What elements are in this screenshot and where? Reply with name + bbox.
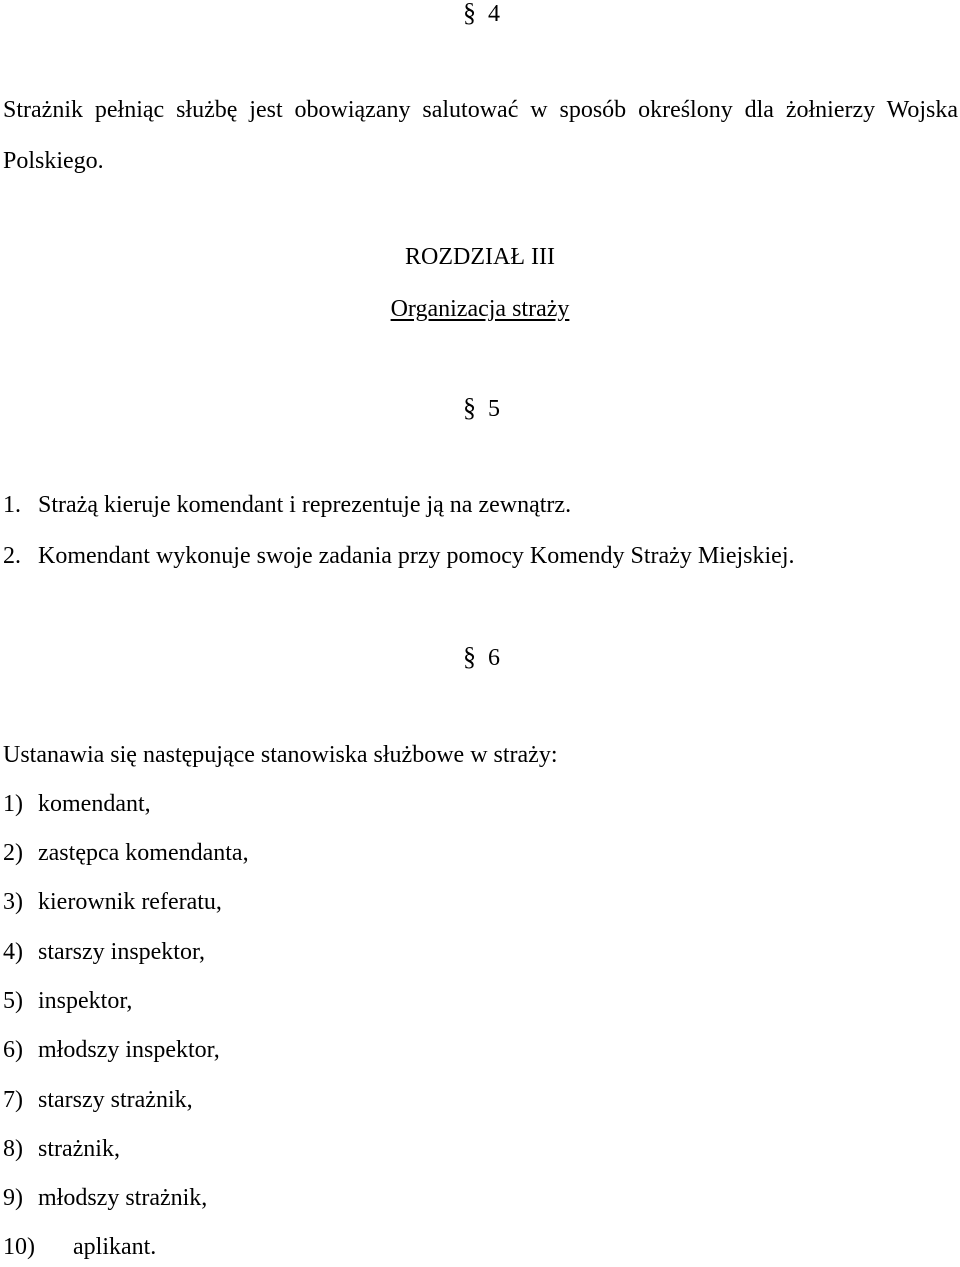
list-item-number: 5) <box>3 988 23 1014</box>
section-number: 6 <box>488 645 500 671</box>
list-item-text: kierownik referatu, <box>38 889 222 915</box>
section-number: 4 <box>488 1 500 27</box>
list-item <box>3 490 571 520</box>
list-item-number: 6) <box>3 1037 23 1063</box>
list-item <box>3 838 249 868</box>
chapter-title-text: ROZDZIAŁ III <box>405 244 555 270</box>
list-item-number: 9) <box>3 1185 23 1211</box>
section-sign: § <box>463 393 476 422</box>
section-5-heading <box>463 393 500 424</box>
list-item-text: starszy inspektor, <box>38 939 206 965</box>
list-item-text: młodszy strażnik, <box>38 1185 208 1211</box>
list-item <box>3 1183 207 1213</box>
list-item-text: komendant, <box>38 791 151 817</box>
list-item-text: młodszy inspektor, <box>38 1037 220 1063</box>
chapter-subtitle-text: Organizacja straży <box>390 296 570 322</box>
list-item-number: 7) <box>3 1087 23 1113</box>
paragraph-text: Strażnik pełniąc służbę jest obowiązany salutować w sposób określony dla żołnierzy Wojska Polskiego. <box>3 97 958 174</box>
chapter-title <box>0 242 960 272</box>
section-sign: § <box>463 642 476 671</box>
list-item <box>3 1085 193 1115</box>
section-4-paragraph <box>3 85 958 187</box>
list-item-text: Komendant wykonuje swoje zadania przy pomocy Komendy Straży Miejskiej. <box>38 543 795 569</box>
section-6-heading <box>463 642 500 673</box>
list-item-number: 1) <box>3 791 23 817</box>
list-item-number: 2. <box>3 543 21 569</box>
list-item <box>3 789 151 819</box>
list-item-number: 2) <box>3 840 23 866</box>
list-item-text: aplikant. <box>73 1234 157 1260</box>
intro-text: Ustanawia się następujące stanowiska służbowe w straży: <box>3 742 558 768</box>
list-item-number: 8) <box>3 1136 23 1162</box>
list-item <box>3 1134 120 1164</box>
list-item <box>3 1035 220 1065</box>
list-item-text: strażnik, <box>38 1136 120 1162</box>
section-number: 5 <box>488 396 500 422</box>
list-item-text: Strażą kieruje komendant i reprezentuje ją na zewnątrz. <box>38 492 572 518</box>
section-4-heading <box>463 0 500 29</box>
chapter-subtitle <box>0 294 960 324</box>
list-item <box>3 1232 156 1262</box>
list-item-text: starszy strażnik, <box>38 1087 193 1113</box>
list-item-number: 1. <box>3 492 21 518</box>
list-item <box>3 887 222 917</box>
list-item-text: inspektor, <box>38 988 133 1014</box>
list-item <box>3 937 205 967</box>
list-item-number: 4) <box>3 939 23 965</box>
section-6-intro <box>3 740 558 770</box>
list-item-text: zastępca komendanta, <box>38 840 249 866</box>
list-item <box>3 541 794 571</box>
section-sign: § <box>463 0 476 27</box>
list-item <box>3 986 132 1016</box>
list-item-number: 3) <box>3 889 23 915</box>
list-item-number: 10) <box>3 1234 35 1260</box>
